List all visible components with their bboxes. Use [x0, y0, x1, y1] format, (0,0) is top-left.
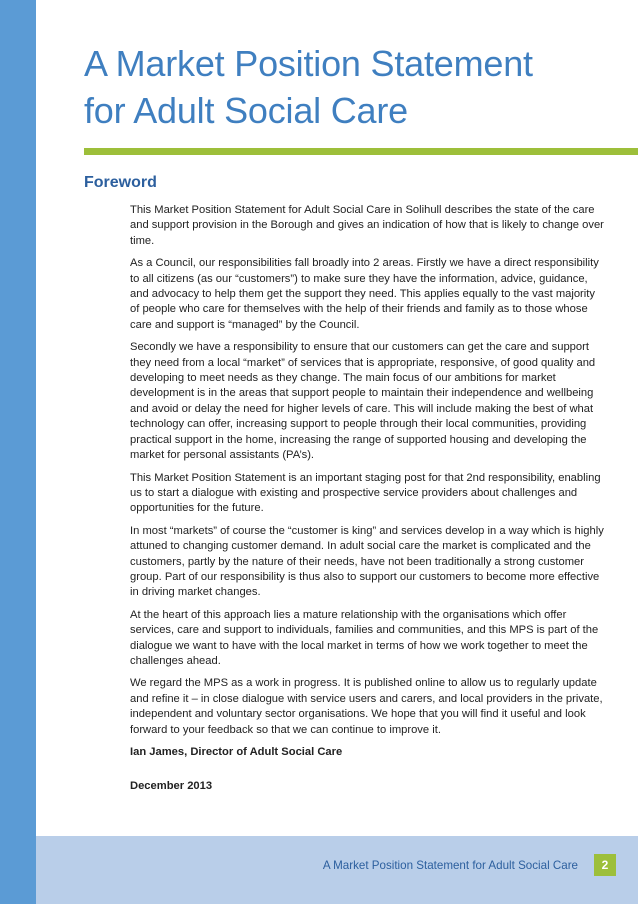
paragraph: Secondly we have a responsibility to ensure that our customers can get the care and support they need from a local “market” of services that is appropriate, responsive, of good quality and developing to meet needs as they change. The main focus of our ambitions for market development is in the areas that support people to maintain their independence and wellbeing and avoid or delay the need for higher levels of care. This will include making the best of what technology can offer, increasing support to people through their local communities, providing practical support in the home, increasing the range of supported housing and developing the market for personal assistants (PA’s).: [130, 341, 596, 462]
paragraph: As a Council, our responsibilities fall broadly into 2 areas. Firstly we have a direct responsibility to all citizens (as our “customers”) to make sure they have the information, advice, guidance, and advocacy to help them get the support they need. This applies equally to the vast majority of people who care for themselves with the help of their friends and family as to those whose care and support is “managed” by the Council.: [130, 257, 599, 331]
page-footer: [36, 836, 638, 904]
page-title: [84, 40, 624, 134]
section-heading: Foreword: [84, 174, 157, 191]
date: December 2013: [130, 780, 213, 793]
paragraph: This Market Position Statement for Adult Social Care in Solihull describes the state of the care and support provision in the Borough and gives an indication of how that is likely to change over time.: [130, 204, 604, 247]
signature: Ian James, Director of Adult Social Care: [130, 746, 343, 758]
left-sidebar-stripe: [0, 0, 36, 904]
paragraph: We regard the MPS as a work in progress. It is published online to allow us to regularly update and refine it – in close dialogue with service users and carers, and local providers in the private, independent and voluntary sector organisations. We hope that you will find it useful and look forward to your feedback so that we can continue to improve it.: [130, 677, 603, 736]
page-title-line-2: for Adult Social Care: [84, 90, 408, 131]
footer-title: A Market Position Statement for Adult Social Care: [322, 859, 578, 872]
page-number-badge: 2: [594, 854, 616, 876]
foreword-body: [130, 203, 606, 802]
paragraph: At the heart of this approach lies a mature relationship with the organisations which offer services, care and support to individuals, families and communities, and this MPS is part of the dialogue we want to have with the local market in terms of how we work together to meet the challenges ahead.: [130, 608, 599, 667]
title-divider: [84, 148, 638, 155]
paragraph: In most “markets” of course the “customer is king” and services develop in a way which is highly attuned to changing customer demand. In adult social care the market is complicated and the customers, partly by the nature of their needs, have not been traditionally a strong customer group. Part of our responsibility is thus also to support our customers to become more effective in driving market changes.: [130, 524, 604, 599]
page-title-line-1: A Market Position Statement: [84, 43, 533, 84]
paragraph: This Market Position Statement is an important staging post for that 2nd responsibility, enabling us to start a dialogue with existing and prospective service providers about challenges and opportunities for the future.: [130, 471, 601, 515]
